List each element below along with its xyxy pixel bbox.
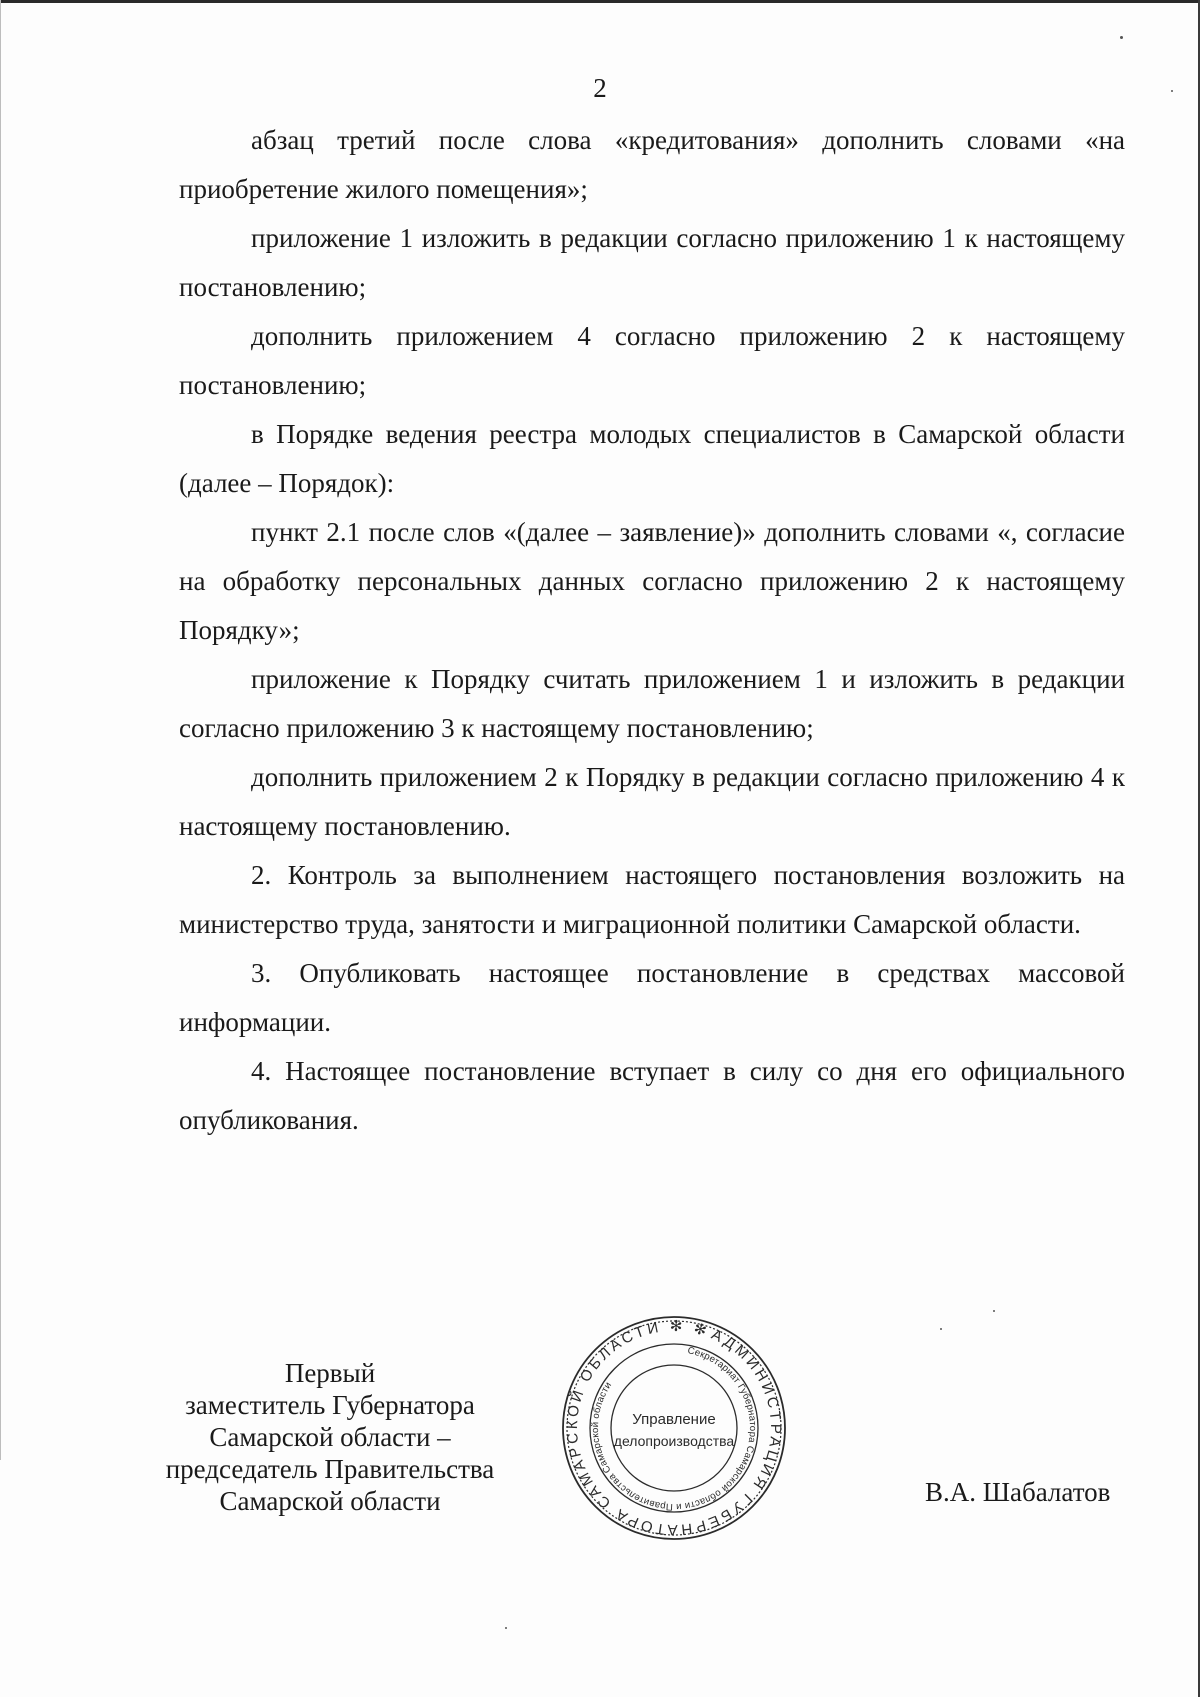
signatory-position-line: Самарской области bbox=[219, 1486, 441, 1516]
seal-center-line-2: делопроизводства bbox=[613, 1433, 735, 1449]
scan-speck bbox=[505, 1627, 507, 1629]
paragraph: 2. Контроль за выполнением настоящего постановления возложить на министерство труда, занятости и миграционной политики Самарской области. bbox=[179, 860, 1125, 939]
signatory-name: В.А. Шабалатов bbox=[925, 1477, 1111, 1507]
document-body bbox=[179, 116, 1125, 1145]
scan-speck bbox=[1120, 36, 1123, 39]
paragraph: в Порядке ведения реестра молодых специалистов в Самарской области (далее – Порядок): bbox=[179, 419, 1125, 498]
scan-speck bbox=[993, 1310, 995, 1312]
official-seal bbox=[561, 1315, 787, 1541]
scan-edge-top bbox=[0, 0, 1200, 3]
paragraph: 4. Настоящее постановление вступает в силу со дня его официального опубликования. bbox=[179, 1056, 1125, 1135]
paragraph: дополнить приложением 4 согласно приложению 2 к настоящему постановлению; bbox=[179, 321, 1125, 400]
seal-center-line-1: Управление bbox=[632, 1411, 716, 1428]
paragraph: пункт 2.1 после слов «(далее – заявление)» дополнить словами «, согласие на обработку персональных данных согласно приложению 2 к настоящему Порядку»; bbox=[179, 517, 1125, 645]
paragraph: приложение 1 изложить в редакции согласно приложению 1 к настоящему постановлению; bbox=[179, 223, 1125, 302]
signatory-position-line: председатель Правительства bbox=[165, 1454, 495, 1484]
signatory-position-line: заместитель Губернатора bbox=[185, 1390, 475, 1420]
scan-edge-left bbox=[0, 0, 1, 1460]
paragraph: приложение к Порядку считать приложением 1 и изложить в редакции согласно приложению 3 к настоящему постановлению; bbox=[179, 664, 1125, 743]
seal-inner-text: Секретариат Губернатора Самарской области и Правительства Самарской области bbox=[589, 1345, 759, 1513]
scan-speck bbox=[1171, 90, 1173, 92]
scan-speck bbox=[940, 1328, 942, 1330]
paragraph: дополнить приложением 2 к Порядку в редакции согласно приложению 4 к настоящему постановлению. bbox=[179, 762, 1125, 841]
signatory-position-line: Самарской области – bbox=[209, 1422, 451, 1452]
seal-graphic bbox=[561, 1315, 787, 1541]
signatory-position-line: Первый bbox=[284, 1358, 376, 1388]
paragraph: абзац третий после слова «кредитования» дополнить словами «на приобретение жилого помещения»; bbox=[179, 125, 1125, 204]
page-number: 2 bbox=[593, 73, 607, 103]
signatory-position bbox=[150, 1357, 510, 1517]
paragraph: 3. Опубликовать настоящее постановление в средствах массовой информации. bbox=[179, 958, 1125, 1037]
seal-outer-text: АДМИНИСТРАЦИЯ ГУБЕРНАТОРА САМАРСКОЙ ОБЛАСТИ ✻ ✻ bbox=[563, 1317, 785, 1539]
